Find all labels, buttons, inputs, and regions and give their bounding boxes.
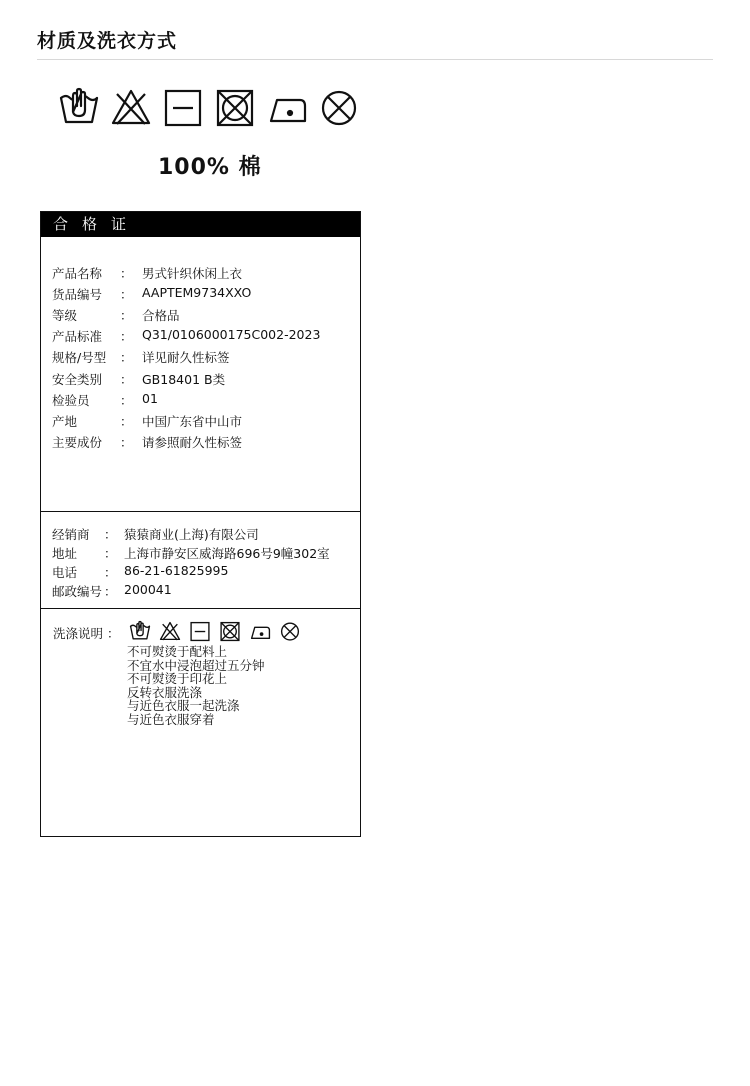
row-value: 请参照耐久性标签	[142, 435, 243, 450]
row-key: 地址	[52, 546, 78, 561]
row-colon: ：	[120, 266, 133, 281]
no-bleach-icon	[159, 620, 181, 642]
wash-instructions-label: 洗涤说明 ：	[53, 626, 120, 641]
row-key: 产品标准	[52, 329, 103, 344]
title-divider	[37, 59, 713, 60]
no-tumble-dry-icon	[219, 620, 241, 642]
wash-instruction: 与近色衣服一起洗涤	[127, 698, 240, 713]
row-colon: ：	[104, 527, 117, 542]
row-colon: ：	[120, 329, 133, 344]
certificate-header: 合格证	[41, 212, 360, 237]
wash-instruction: 不宜水中浸泡超过五分钟	[127, 657, 265, 673]
row-value: GB18401 B类	[142, 372, 226, 387]
wash-instruction: 不可熨烫于印花上	[127, 671, 228, 686]
section-divider	[41, 608, 360, 609]
wash-instruction: 不可熨烫于配料上	[127, 644, 228, 659]
row-colon: ：	[120, 435, 133, 450]
wash-instruction: 与近色衣服穿着	[127, 711, 215, 727]
row-value: 200041	[124, 582, 172, 597]
row-key: 等级	[52, 308, 78, 323]
row-value: 猿猿商业(上海)有限公司	[124, 527, 259, 542]
row-key: 安全类别	[52, 372, 103, 387]
row-colon: ：	[120, 350, 133, 365]
row-key: 邮政编号	[52, 584, 103, 599]
wash-instruction: 反转衣服洗涤	[127, 684, 203, 700]
row-value: 中国广东省中山市	[142, 414, 243, 429]
row-colon: ：	[120, 414, 133, 429]
row-colon: ：	[104, 565, 117, 580]
section-title: 材质及洗衣方式	[37, 30, 178, 52]
row-colon: ：	[120, 372, 133, 387]
dry-flat-icon	[189, 620, 211, 642]
hand-wash-icon	[129, 620, 151, 642]
row-key: 产地	[52, 414, 78, 429]
row-key: 主要成份	[52, 435, 103, 450]
no-dry-clean-icon	[279, 620, 301, 642]
row-value: 详见耐久性标签	[142, 350, 230, 365]
row-colon: ：	[104, 546, 117, 561]
row-value: 合格品	[142, 308, 180, 323]
row-key: 经销商	[52, 527, 90, 542]
row-key: 检验员	[52, 393, 90, 408]
material-composition: 100% 棉	[158, 155, 262, 180]
row-colon: ：	[120, 308, 133, 323]
row-colon: ：	[120, 287, 133, 302]
row-value: 男式针织休闲上衣	[142, 266, 243, 281]
row-key: 产品名称	[52, 266, 103, 281]
small-care-icons-row	[129, 620, 309, 642]
row-value: AAPTEM9734XXO	[142, 285, 252, 300]
iron-low-icon	[249, 620, 271, 642]
wash-instructions-list	[127, 645, 265, 726]
certificate-panel	[40, 211, 361, 837]
row-key: 货品编号	[52, 287, 103, 302]
no-tumble-dry-icon	[214, 86, 256, 128]
no-dry-clean-icon	[318, 86, 360, 128]
hand-wash-icon	[58, 86, 100, 128]
row-colon: ：	[104, 584, 117, 599]
row-value: Q31/0106000175C002-2023	[142, 327, 321, 342]
dry-flat-icon	[162, 86, 204, 128]
section-divider	[41, 511, 360, 512]
row-value: 01	[142, 391, 158, 406]
no-bleach-icon	[110, 86, 152, 128]
row-value: 86-21-61825995	[124, 563, 229, 578]
iron-low-icon	[266, 86, 308, 128]
row-colon: ：	[120, 393, 133, 408]
care-icons-row	[58, 86, 370, 128]
row-value: 上海市静安区威海路696号9幢302室	[124, 546, 330, 561]
row-key: 规格/号型	[52, 350, 107, 365]
row-key: 电话	[52, 565, 78, 580]
